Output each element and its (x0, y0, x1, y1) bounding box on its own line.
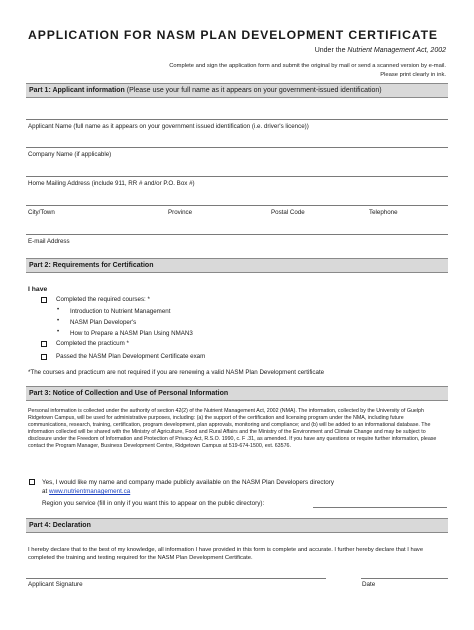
email-label: E-mail Address (28, 238, 70, 245)
instructions (66, 62, 446, 79)
consent-text: Yes, I would like my name and company made publicly available on the NASM Plan Developers directory (42, 479, 335, 486)
part3-title: Part 3: Notice of Collection and Use of Personal Information (29, 390, 229, 397)
company-name-label: Company Name (if applicable) (28, 151, 112, 158)
directory-consent-text (42, 478, 442, 496)
requirements-note: *The courses and practicum are not required if you are renewing a valid NASM Plan Development certificate (28, 369, 325, 376)
signature-label: Applicant Signature (28, 581, 83, 588)
company-name-field[interactable] (26, 147, 448, 148)
form-title: APPLICATION FOR NASM PLAN DEVELOPMENT CERTIFICATE (28, 28, 438, 42)
course-item-1: Introduction to Nutrient Management (70, 308, 171, 315)
practicum-checkbox[interactable] (41, 341, 47, 347)
region-label: Region you service (fill in only if you want this to appear on the public directory): (42, 500, 265, 507)
applicant-name-label: Applicant Name (full name as it appears on your government issued identification (i.e. driver's licence)) (28, 123, 309, 130)
home-address-field[interactable] (26, 176, 448, 177)
postal-code-label: Postal Code (271, 209, 305, 216)
part1-heading (26, 83, 448, 98)
date-field[interactable] (361, 578, 448, 579)
part2-heading (26, 258, 448, 273)
signature-field[interactable] (26, 578, 326, 579)
date-label: Date (362, 581, 376, 588)
form-subtitle (315, 47, 446, 54)
instructions-line-1: Complete and sign the application form and submit the original by mail or send a scanned version by e-mail. (169, 63, 446, 69)
bullet-icon: • (57, 329, 60, 335)
courses-label: Completed the required courses: * (56, 296, 150, 303)
subtitle-prefix: Under the (314, 47, 346, 54)
exam-checkbox[interactable] (41, 354, 47, 360)
bullet-icon: • (57, 307, 60, 313)
bullet-icon: • (57, 318, 60, 324)
telephone-label: Telephone (369, 209, 398, 216)
nutrient-management-link[interactable]: www.nutrientmanagement.ca (49, 488, 131, 495)
email-field[interactable] (26, 234, 448, 235)
part3-heading (26, 386, 448, 401)
part4-heading (26, 518, 448, 533)
course-item-3: How to Prepare a NASM Plan Using NMAN3 (70, 330, 193, 337)
instructions-line-2: Please print clearly in ink. (380, 71, 446, 78)
part1-note: (Please use your full name as it appears on your government-issued identification) (126, 87, 382, 94)
part4-title: Part 4: Declaration (29, 522, 91, 529)
home-address-label: Home Mailing Address (include 911, RR # and/or P.O. Box #) (28, 180, 195, 187)
consent-at: at (42, 488, 48, 495)
part2-title: Part 2: Requirements for Certification (29, 262, 154, 269)
applicant-name-field[interactable] (26, 119, 448, 120)
region-field[interactable] (313, 507, 447, 508)
privacy-notice-paragraph: Personal information is collected under the authority of section 42(2) of the Nutrient Management Act, 2002 (NMA). The information, collected by the University of Guelph Ridgetown Campus, will be used for administrative purposes, including: (a) the support of the certification and licensing program under the NMA, including future communications, research, training, certification, program development, plan approvals, monitoring and compliance; and (b) will be added to an informational database. The information collected will be shared with the Ministry of Agriculture, Food and Rural Affairs and the Ministry of the Environment and Climate Change and may be subject to disclosure under the Freedom of Information and Protection of Privacy Act, R.S.O. 1990, c. F .31, as amended. If you have any questions or require further information, please contact the Program Manager, Business Development Centre, Ridgetown Campus at 519-674-1500, ext. 63576. (28, 408, 437, 450)
city-label: City/Town (28, 209, 55, 216)
courses-checkbox[interactable] (41, 297, 47, 303)
course-item-2: NASM Plan Developer's (70, 319, 137, 326)
city-province-postal-phone-field[interactable] (26, 205, 448, 206)
part1-title: Part 1: Applicant information (29, 87, 125, 94)
directory-consent-checkbox[interactable] (29, 479, 35, 485)
subtitle-act: Nutrient Management Act, 2002 (347, 47, 446, 54)
exam-label: Passed the NASM Plan Development Certificate exam (56, 353, 206, 360)
i-have-label: I have (28, 286, 48, 293)
declaration-text: I hereby declare that to the best of my knowledge, all information I have provided in this form is complete and accurate. I further hereby declare that I have completed the training and testing required for the NASM Plan Development Certificate. (28, 547, 424, 562)
province-label: Province (168, 209, 193, 216)
practicum-label: Completed the practicum * (56, 340, 129, 347)
